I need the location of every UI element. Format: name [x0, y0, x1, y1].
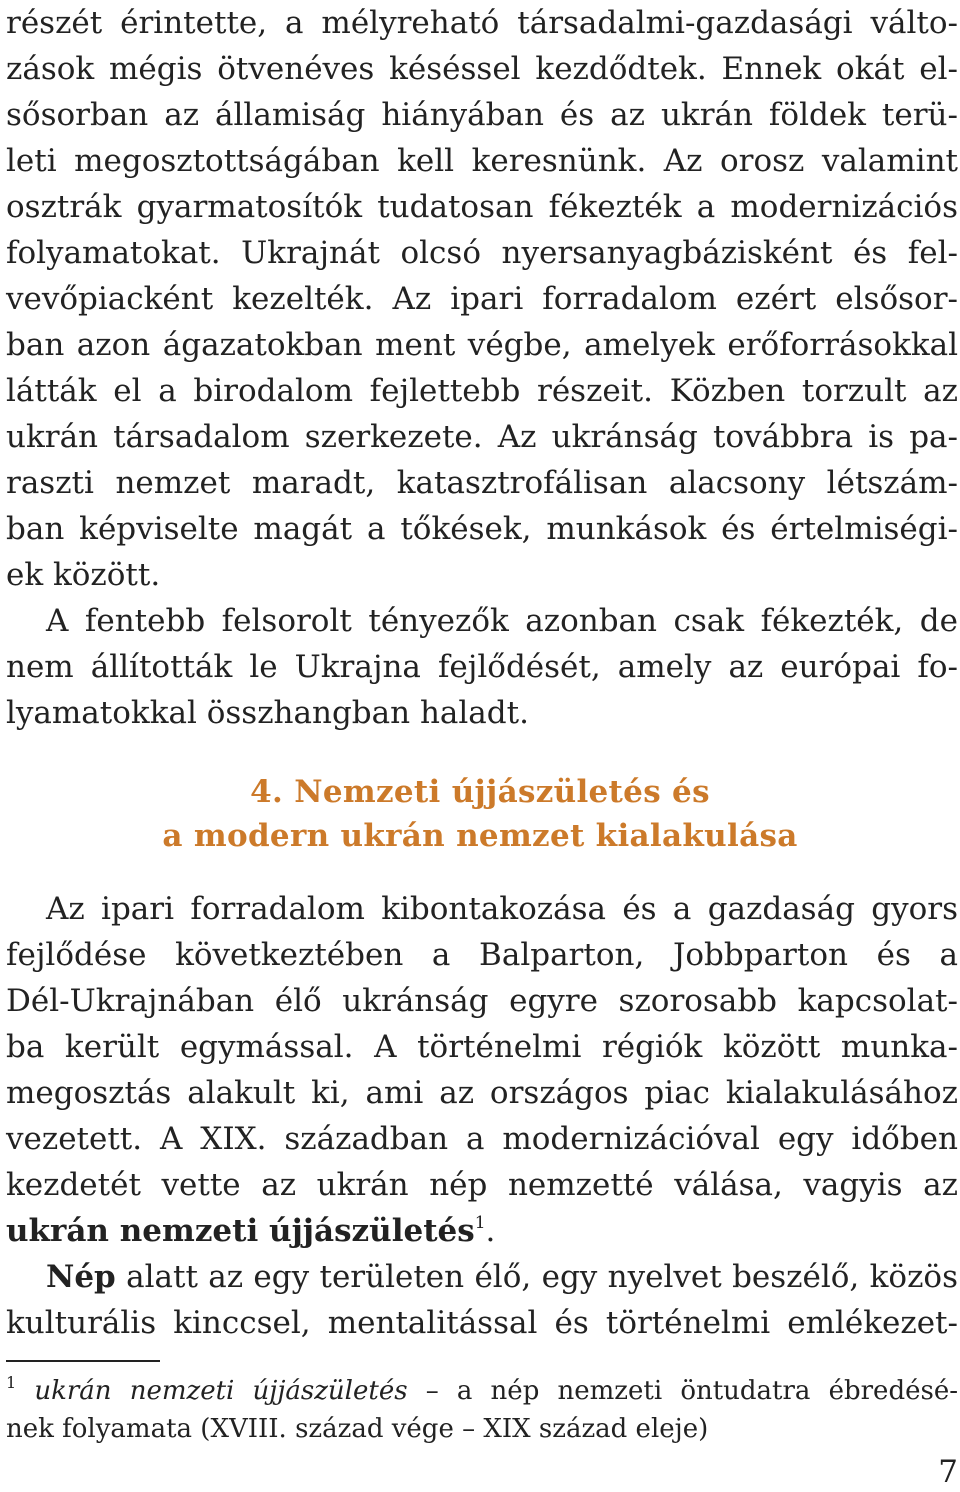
- page-number: 7: [938, 1454, 958, 1490]
- text-line: látták el a birodalom fejlettebb részeit. Közben torzult az: [6, 373, 958, 409]
- heading-line: 4. Nemzeti újjászületés és: [250, 774, 710, 810]
- text-line: ban képviselte magát a tőkések, munkások és értelmiségi-: [6, 511, 958, 547]
- footnote-reference[interactable]: 1: [474, 1213, 486, 1233]
- footnote-text: – a nép nemzeti öntudatra ébredésé-: [407, 1376, 958, 1406]
- text-line: sősorban az államiság hiányában és az ukrán földek terü-: [6, 97, 958, 133]
- footnote-divider: [6, 1360, 160, 1362]
- text-line: raszti nemzet maradt, katasztrofálisan alacsony létszám-: [6, 465, 958, 501]
- footnote-line: nek folyamata (XVIII. század vége – XIX század eleje): [6, 1414, 709, 1444]
- text-line: nem állították le Ukrajna fejlődését, amely az európai fo-: [6, 649, 958, 685]
- key-term: Nép: [46, 1259, 116, 1295]
- sentence-end: .: [485, 1213, 496, 1249]
- footnote-line: [6, 1372, 958, 1410]
- text-line: folyamatokat. Ukrajnát olcsó nyersanyagbázisként és fel-: [6, 235, 958, 271]
- heading-line: a modern ukrán nemzet kialakulása: [162, 818, 798, 854]
- text-line: fejlődése következtében a Balparton, Jobbparton és a: [6, 937, 958, 973]
- text-line: lyamatokkal összhangban haladt.: [6, 695, 529, 731]
- text-line: részét érintette, a mélyreható társadalmi-gazdasági válto-: [6, 5, 958, 41]
- text-line: ban azon ágazatokban ment végbe, amelyek erőforrásokkal: [6, 327, 958, 363]
- text-line: leti megosztottságában kell keresnünk. Az orosz valamint: [6, 143, 958, 179]
- text-line: kulturális kinccsel, mentalitással és történelmi emlékezet-: [6, 1305, 958, 1341]
- text-line: osztrák gyarmatosítók tudatosan fékezték a modernizációs: [6, 189, 958, 225]
- text-line: megosztás alakult ki, ami az országos piac kialakulásához: [6, 1075, 958, 1111]
- text-line: ukrán társadalom szerkezete. Az ukránság továbbra is pa-: [6, 419, 958, 455]
- text-line: kezdetét vette az ukrán nép nemzetté válása, vagyis az: [6, 1167, 958, 1203]
- text-line: ek között.: [6, 557, 161, 593]
- text-line: Dél-Ukrajnában élő ukránság egyre szorosabb kapcsolat-: [6, 983, 958, 1019]
- text-line: [6, 1208, 958, 1254]
- text-line: zások mégis ötvenéves késéssel kezdődtek. Ennek okát el-: [6, 51, 958, 87]
- text-line: [6, 1254, 958, 1300]
- text-line: ba került egymással. A történelmi régiók között munka-: [6, 1029, 958, 1065]
- text-line: Az ipari forradalom kibontakozása és a gazdaság gyors: [46, 891, 958, 927]
- text-line: vezetett. A XIX. században a modernizációval egy időben: [6, 1121, 958, 1157]
- footnote-term: ukrán nemzeti újjászületés: [34, 1376, 408, 1406]
- text-line: vevőpiacként kezelték. Az ipari forradalom ezért elsősor-: [6, 281, 958, 317]
- text-run: alatt az egy területen élő, egy nyelvet beszélő, közös: [115, 1259, 958, 1295]
- text-line: A fentebb felsorolt tényezők azonban csak fékezték, de: [46, 603, 958, 639]
- footnote-mark: 1: [6, 1373, 17, 1392]
- key-term: ukrán nemzeti újjászületés: [6, 1213, 475, 1249]
